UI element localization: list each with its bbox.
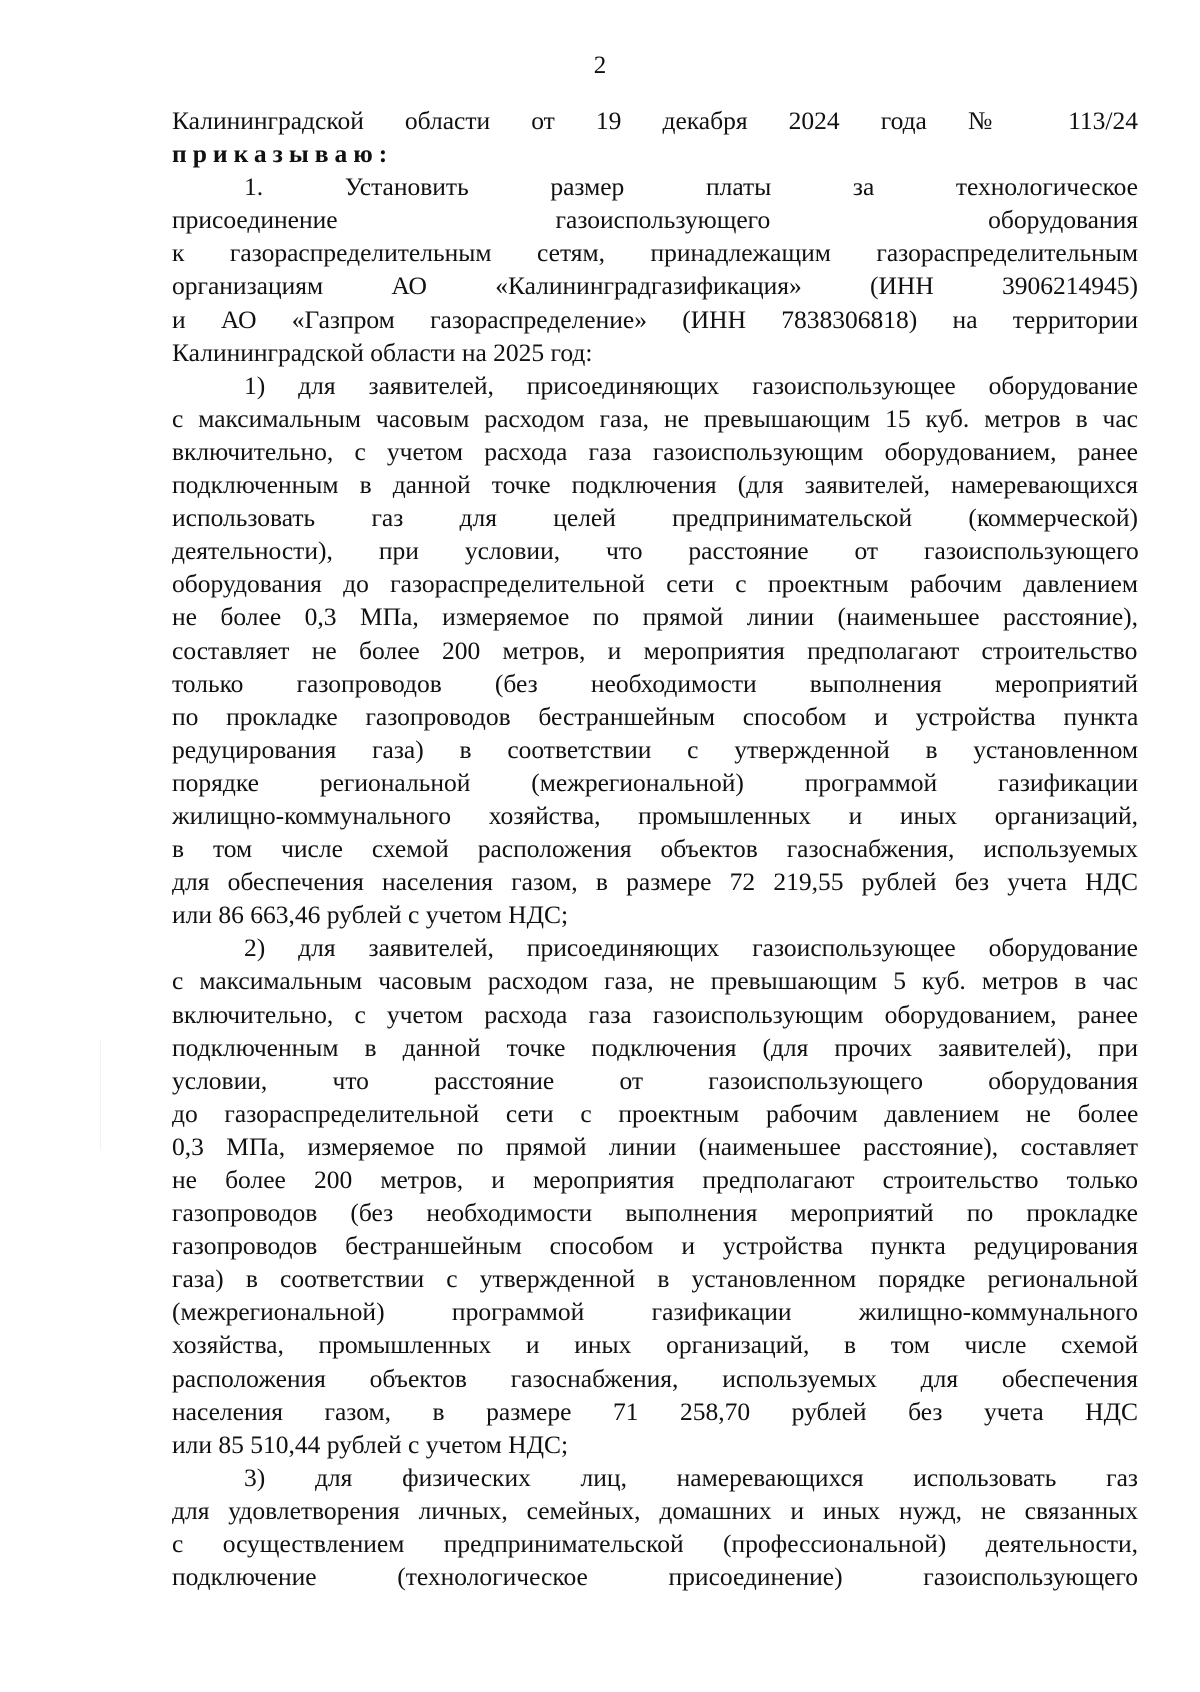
text-line: 0,3 МПа, измеряемое по прямой линии (наименьшее расстояние), составляет: [172, 1131, 1138, 1161]
text-line: порядке региональной (межрегиональной) программой газификации: [172, 767, 1138, 797]
text-line: с осуществлением предпринимательской (профессиональной) деятельности,: [172, 1529, 1138, 1559]
text-line: редуцирования газа) в соответствии с утвержденной в установленном: [172, 734, 1138, 764]
text-line: Калининградской области от 19 декабря 2024 года № 113/24: [172, 106, 1138, 135]
text-line: оборудования до газораспределительной сети с проектным рабочим давлением: [172, 569, 1138, 599]
text-line: Калининградской области на 2025 год:: [172, 337, 593, 367]
page-number: 2: [593, 52, 607, 79]
text-line: или 86 663,46 рублей с учетом НДС;: [172, 900, 569, 930]
text-line: с максимальным часовым расходом газа, не превышающим 15 куб. метров в час: [172, 403, 1138, 433]
text-line: деятельности), при условии, что расстояние от газоиспользующего: [172, 536, 1138, 566]
order-keyword: приказываю:: [172, 139, 394, 169]
text-line: газопроводов (без необходимости выполнения мероприятий по прокладке: [172, 1198, 1138, 1228]
text-line: присоединение газоиспользующего оборудования: [172, 205, 1138, 235]
text-line: не более 200 метров, и мероприятия предполагают строительство только: [172, 1165, 1138, 1194]
text-line: организациям АО «Калининградгазификация» (ИНН 3906214945): [172, 271, 1138, 301]
text-line: газопроводов бестраншейным способом и устройства пункта редуцирования: [172, 1231, 1138, 1261]
text-line: 2) для заявителей, присоединяющих газоиспользующее оборудование: [244, 933, 1138, 963]
text-line: населения газом, в размере 71 258,70 рублей без учета НДС: [172, 1396, 1138, 1426]
text-line: хозяйства, промышленных и иных организаций, в том числе схемой: [172, 1330, 1138, 1360]
text-line: газа) в соответствии с утвержденной в установленном порядке региональной: [172, 1264, 1138, 1294]
text-line: подключенным в данной точке подключения (для заявителей, намеревающихся: [172, 470, 1138, 500]
text-line: жилищно-коммунального хозяйства, промышленных и иных организаций,: [172, 800, 1138, 830]
text-line: 3) для физических лиц, намеревающихся использовать газ: [244, 1462, 1138, 1492]
text-line: к газораспределительным сетям, принадлежащим газораспределительным: [172, 238, 1138, 268]
text-line: до газораспределительной сети с проектным рабочим давлением не более: [172, 1098, 1138, 1128]
text-line: подключение (технологическое присоединение) газоиспользующего: [172, 1562, 1138, 1592]
text-line: с максимальным часовым расходом газа, не превышающим 5 куб. метров в час: [172, 966, 1138, 996]
text-line: составляет не более 200 метров, и мероприятия предполагают строительство: [172, 635, 1138, 665]
text-line: включительно, с учетом расхода газа газоиспользующим оборудованием, ранее: [172, 436, 1138, 466]
text-line: 1. Установить размер платы за технологическое: [244, 172, 1138, 202]
text-line: в том числе схемой расположения объектов газоснабжения, используемых: [172, 834, 1138, 864]
text-line: по прокладке газопроводов бестраншейным способом и устройства пункта: [172, 701, 1138, 731]
text-line: для обеспечения населения газом, в размере 72 219,55 рублей без учета НДС: [172, 867, 1138, 897]
text-line: только газопроводов (без необходимости выполнения мероприятий: [172, 668, 1138, 698]
text-line: (межрегиональной) программой газификации жилищно-коммунального: [172, 1297, 1138, 1327]
text-line: расположения объектов газоснабжения, используемых для обеспечения: [172, 1363, 1138, 1393]
text-line: и АО «Газпром газораспределение» (ИНН 7838306818) на территории: [172, 304, 1138, 334]
text-line: для удовлетворения личных, семейных, домашних и иных нужд, не связанных: [172, 1495, 1138, 1525]
text-line: или 85 510,44 рублей с учетом НДС;: [172, 1429, 569, 1459]
document-body: [172, 104, 1138, 1593]
text-line: 1) для заявителей, присоединяющих газоиспользующее оборудование: [244, 370, 1138, 400]
text-line: включительно, с учетом расхода газа газоиспользующим оборудованием, ранее: [172, 999, 1138, 1029]
scan-artifact-line: [100, 1040, 101, 1150]
text-line: не более 0,3 МПа, измеряемое по прямой линии (наименьшее расстояние),: [172, 602, 1138, 632]
text-line: подключенным в данной точке подключения (для прочих заявителей), при: [172, 1032, 1138, 1062]
text-line: использовать газ для целей предпринимательской (коммерческой): [172, 503, 1138, 533]
text-line: условии, что расстояние от газоиспользующего оборудования: [172, 1065, 1138, 1095]
